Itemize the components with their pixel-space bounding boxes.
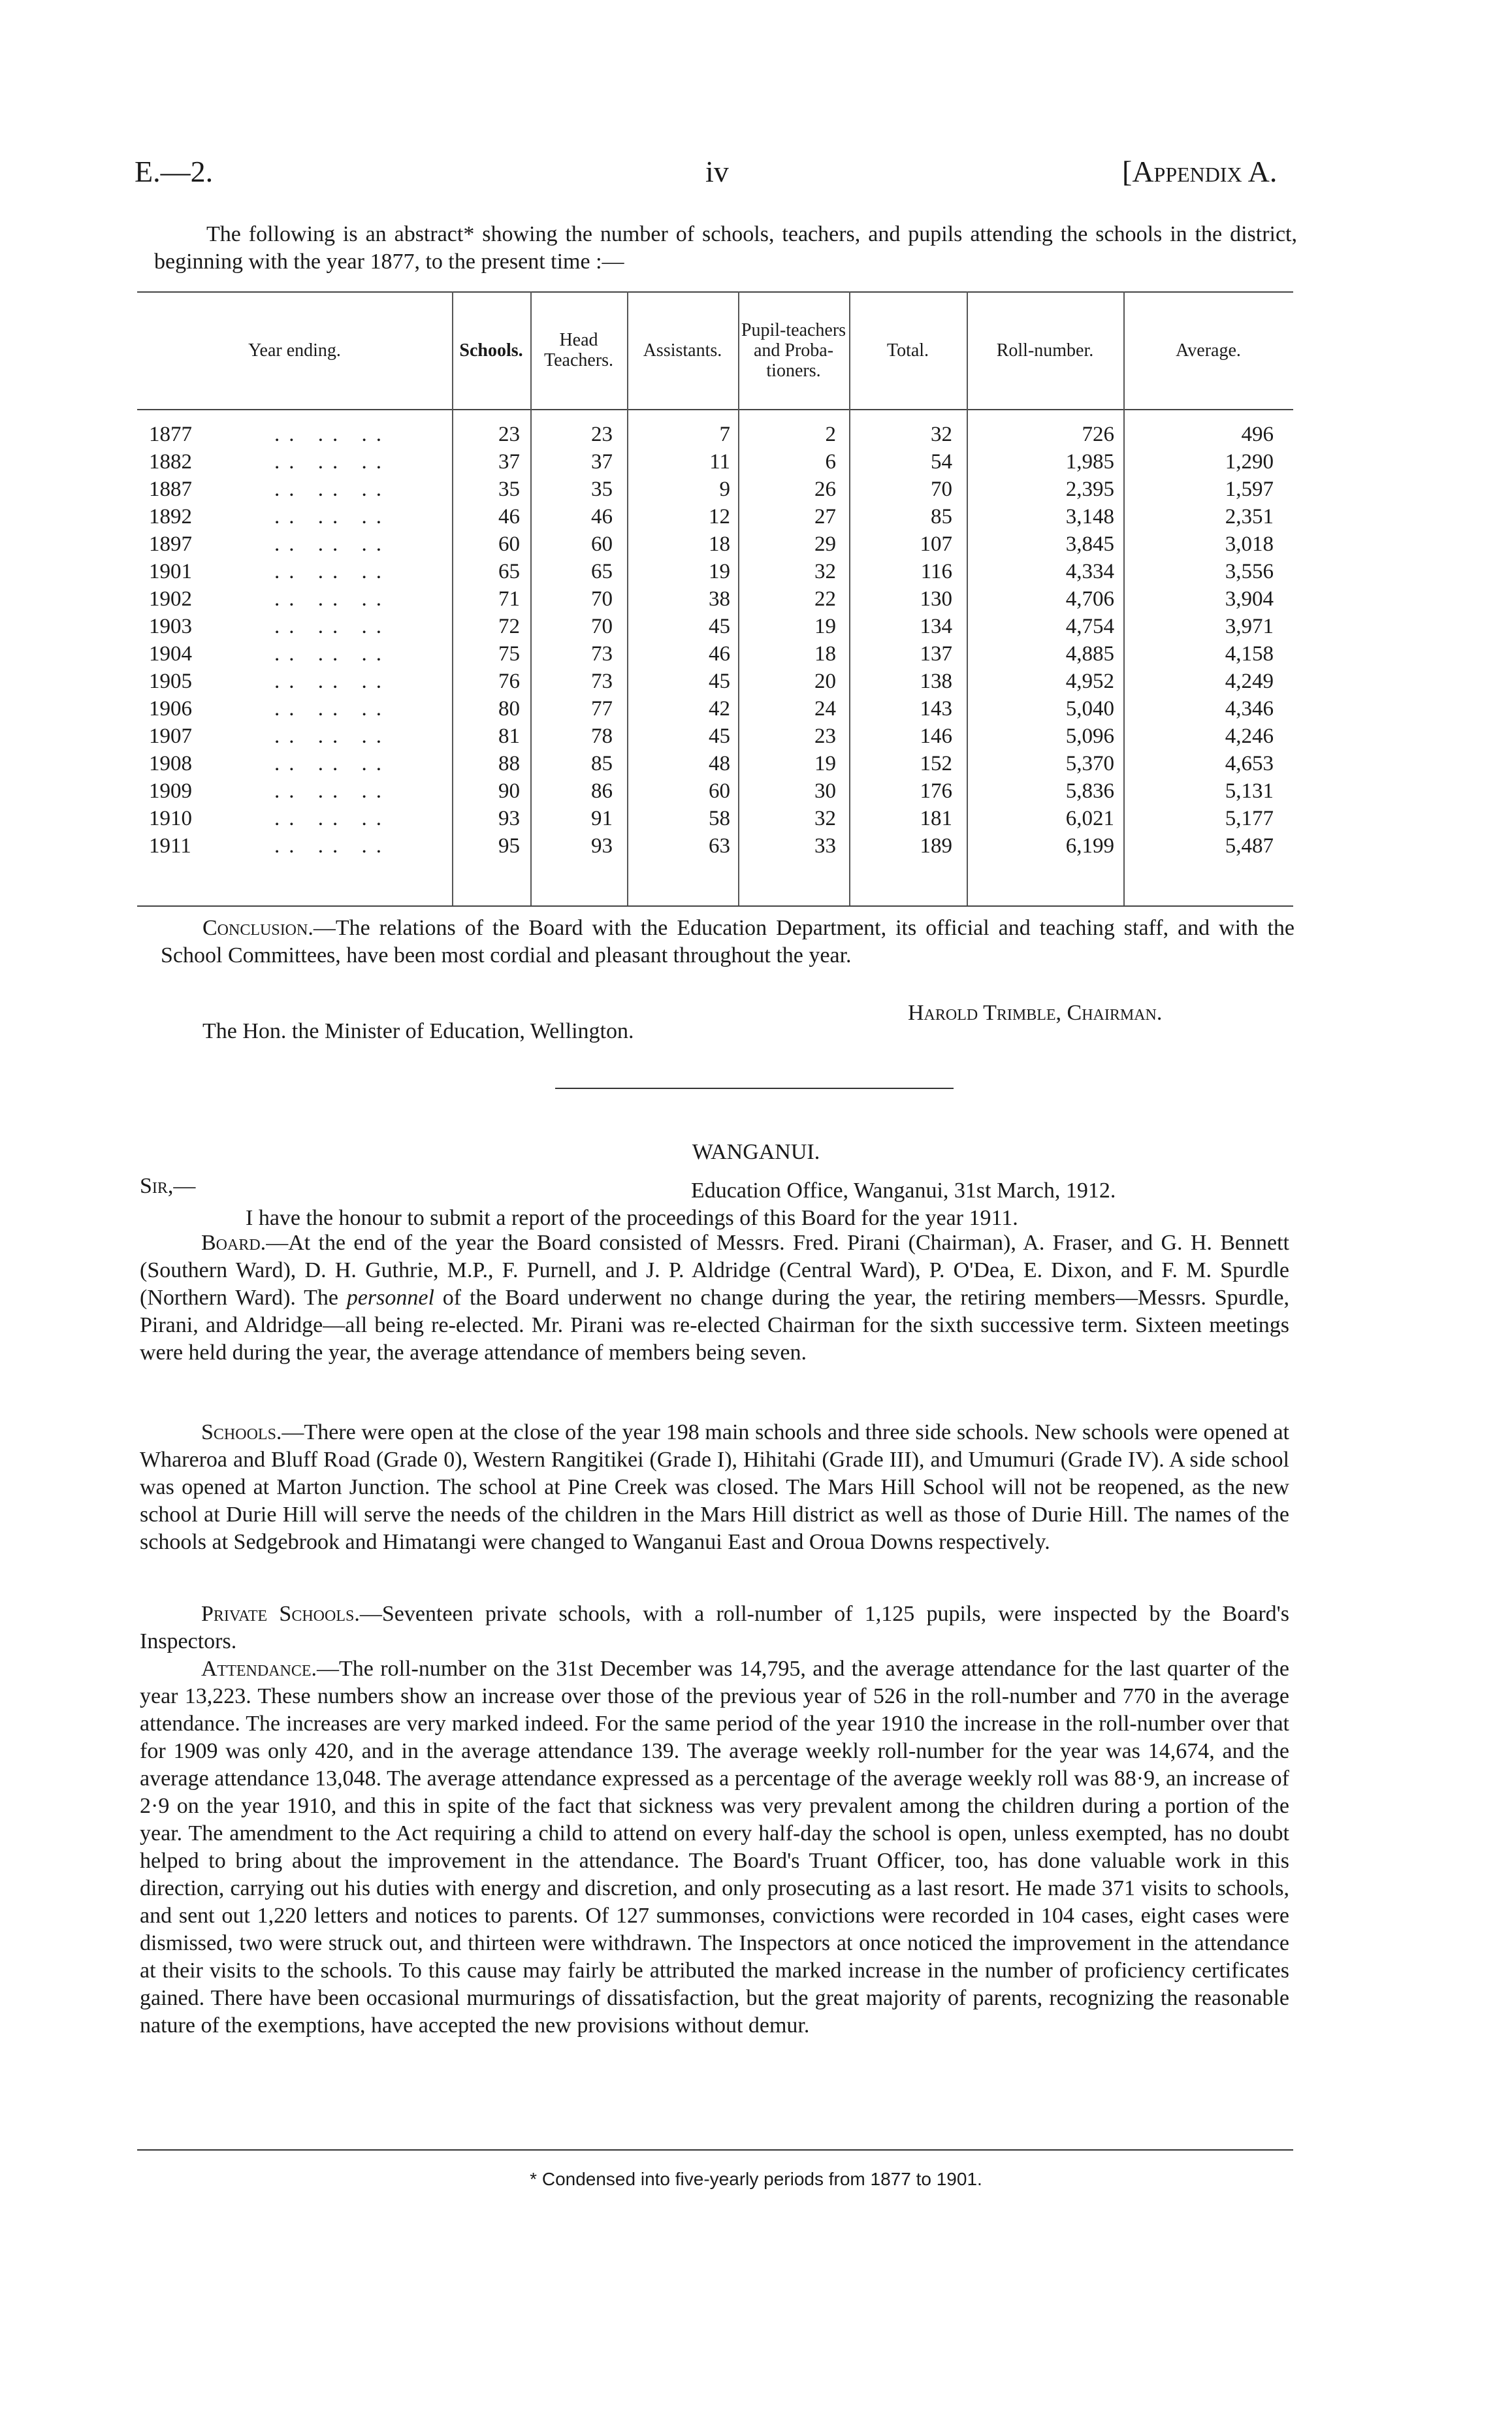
col-header-roll-number: Roll-number. <box>996 340 1094 361</box>
attendance-paragraph <box>140 1655 1289 2040</box>
schools-text: —There were open at the close of the year 198 main schools and three side schools. New schools were opened at Whareroa and Bluff Road (Grade 0), Western Rangitikei (Grade I), Hihitahi (Grade III), and Umumuri (Grade IV). A side school was opened at Marton Junction. The school at Pine Creek was closed. The Mars Hill School will not be reopened, as the new school at Durie Hill will serve the needs of the children in the Mars Hill district as well as those of Durie Hill. The names of the schools at Sedgebrook and Himatangi were changed to Wanganui East and Oroua Downs respectively. <box>140 1420 1289 1554</box>
table-cell: 130 <box>920 587 952 611</box>
table-cell: 32 <box>931 423 952 446</box>
board-personnel: personnel <box>346 1286 434 1310</box>
table-row <box>137 750 1293 777</box>
leader-dots: .. .. .. <box>274 450 391 474</box>
table-cell: 70 <box>931 478 952 501</box>
table-cell: 496 <box>1241 423 1274 446</box>
table-cell: 1,597 <box>1225 478 1274 501</box>
table-cell: 1,985 <box>1065 450 1114 474</box>
col-header-schools: Schools. <box>459 340 523 361</box>
table-row <box>137 777 1293 805</box>
col-header-head-teachers: Head Teachers. <box>543 330 614 370</box>
private-text: —Seventeen private schools, with a roll-number of 1,125 pupils, were inspected by the Board's Inspectors. <box>140 1602 1290 1653</box>
table-cell: 46 <box>498 505 520 529</box>
table-cell: 18 <box>709 532 730 556</box>
schools-lead: Schools. <box>201 1420 282 1444</box>
table-cell: 6 <box>825 450 836 474</box>
table-cell: 6,021 <box>1065 807 1114 830</box>
cell-year: 1909 <box>149 779 192 803</box>
salutation: Sir,— <box>140 1174 196 1198</box>
table-cell: 134 <box>920 615 952 638</box>
table-cell: 45 <box>709 724 730 748</box>
table-cell: 70 <box>591 587 613 611</box>
cell-year: 1911 <box>149 834 191 858</box>
table-row <box>137 476 1293 503</box>
table-cell: 3,904 <box>1225 587 1274 611</box>
table-cell: 75 <box>498 642 520 666</box>
table-row <box>137 558 1293 585</box>
table-cell: 76 <box>498 670 520 693</box>
table-cell: 71 <box>498 587 520 611</box>
leader-dots: .. .. .. <box>274 670 391 693</box>
signature: Harold Trimble, Chairman. <box>908 1001 1163 1025</box>
table-row <box>137 723 1293 750</box>
table-cell: 4,346 <box>1225 697 1274 721</box>
table-cell: 137 <box>920 642 952 666</box>
table-row <box>137 530 1293 558</box>
table-cell: 95 <box>498 834 520 858</box>
cell-year: 1877 <box>149 423 192 446</box>
table-cell: 152 <box>920 752 952 775</box>
conclusion-lead: Conclusion. <box>202 916 314 940</box>
table-row <box>137 585 1293 613</box>
leader-dots: .. .. .. <box>274 423 391 446</box>
leader-dots: .. .. .. <box>274 834 391 858</box>
table-row <box>137 613 1293 640</box>
table-cell: 2,395 <box>1065 478 1114 501</box>
conclusion-text: —The relations of the Board with the Education Department, its official and teaching staff, and with the School Committees, have been most cordial and pleasant throughout the year. <box>161 916 1295 968</box>
table-cell: 45 <box>709 670 730 693</box>
table-cell: 65 <box>591 560 613 583</box>
table-cell: 4,334 <box>1065 560 1114 583</box>
table-cell: 19 <box>709 560 730 583</box>
table-cell: 33 <box>814 834 836 858</box>
table-cell: 176 <box>920 779 952 803</box>
schools-paragraph <box>140 1419 1289 1556</box>
table-cell: 3,845 <box>1065 532 1114 556</box>
table-cell: 85 <box>931 505 952 529</box>
table-row <box>137 695 1293 723</box>
col-header-average: Average. <box>1176 340 1241 361</box>
table-cell: 2 <box>825 423 836 446</box>
table-cell: 2,351 <box>1225 505 1274 529</box>
opening-paragraph: I have the honour to submit a report of the proceedings of this Board for the year 1911. <box>246 1206 1018 1230</box>
table-row <box>137 640 1293 668</box>
table-cell: 3,148 <box>1065 505 1114 529</box>
cell-year: 1906 <box>149 697 192 721</box>
private-lead: Private Schools. <box>201 1602 360 1626</box>
table-bottom-rule <box>137 905 1293 907</box>
table-cell: 5,096 <box>1065 724 1114 748</box>
table-cell: 20 <box>814 670 836 693</box>
table-cell: 4,952 <box>1065 670 1114 693</box>
table-cell: 4,754 <box>1065 615 1114 638</box>
table-cell: 72 <box>498 615 520 638</box>
table-cell: 181 <box>920 807 952 830</box>
board-paragraph <box>140 1229 1289 1367</box>
table-cell: 93 <box>591 834 613 858</box>
table-cell: 4,249 <box>1225 670 1274 693</box>
table-cell: 5,131 <box>1225 779 1274 803</box>
report-code: E.—2. <box>135 155 214 188</box>
table-cell: 86 <box>591 779 613 803</box>
table-cell: 7 <box>719 423 730 446</box>
table-cell: 45 <box>709 615 730 638</box>
leader-dots: .. .. .. <box>274 615 391 638</box>
table-cell: 90 <box>498 779 520 803</box>
cell-year: 1905 <box>149 670 192 693</box>
leader-dots: .. .. .. <box>274 560 391 583</box>
table-cell: 35 <box>591 478 613 501</box>
table-cell: 93 <box>498 807 520 830</box>
cell-year: 1902 <box>149 587 192 611</box>
table-cell: 60 <box>709 779 730 803</box>
cell-year: 1897 <box>149 532 192 556</box>
table-cell: 23 <box>498 423 520 446</box>
table-cell: 5,836 <box>1065 779 1114 803</box>
attendance-text: —The roll-number on the 31st December was 14,795, and the average attendance for the last quarter of the year 13,223. These numbers show an increase over those of the previous year of 526 in the roll-number and 770 in the average attendance. The increases are very marked indeed. For the same period of the year 1910 the increase in the roll-number over that for 1909 was only 420, and in the average attendance 139. The average weekly roll-number for the year was 14,674, and the average attendance 13,048. The average attendance expressed as a percentage of the average weekly roll was 88·9, an increase of 2·9 on the year 1910, and this in spite of the fact that sickness was very prevalent among the children during a portion of the year. The amendment to the Act requiring a child to attend on every half-day the school is open, unless exempted, has no doubt helped to bring about the improvement in the attendance. The Board's Truant Officer, too, has done valuable work in this direction, carrying out his duties with energy and discretion, and only prosecuting as a last resort. He made 371 visits to schools, and sent out 1,220 letters and notices to parents. Of 127 summonses, convictions were recorded in 104 cases, eight cases were dismissed, two were struck out, and thirteen were withdrawn. The Inspectors at once noticed the improvement in the attendance at their visits to the schools. To this cause may fairly be attributed the marked increase in the number of proficiency certificates gained. There have been occasional murmurings of dissatisfaction, but the great majority of parents, recognizing the reasonable nature of the exemptions, have accepted the new provisions without demur. <box>140 1657 1289 2038</box>
leader-dots: .. .. .. <box>274 505 391 529</box>
table-cell: 4,885 <box>1065 642 1114 666</box>
conclusion-paragraph <box>161 915 1295 969</box>
col-header-total: Total. <box>886 340 929 361</box>
table-cell: 85 <box>591 752 613 775</box>
table-cell: 3,971 <box>1225 615 1274 638</box>
table-cell: 24 <box>814 697 836 721</box>
table-header-rule <box>137 409 1293 410</box>
table-cell: 81 <box>498 724 520 748</box>
table-cell: 37 <box>498 450 520 474</box>
cell-year: 1910 <box>149 807 192 830</box>
table-cell: 35 <box>498 478 520 501</box>
dateline: Education Office, Wanganui, 31st March, 1912. <box>691 1179 1116 1203</box>
cell-year: 1903 <box>149 615 192 638</box>
table-cell: 22 <box>814 587 836 611</box>
col-header-year: Year ending. <box>248 340 341 361</box>
table-cell: 88 <box>498 752 520 775</box>
cell-year: 1908 <box>149 752 192 775</box>
table-cell: 116 <box>920 560 952 583</box>
table-cell: 37 <box>591 450 613 474</box>
leader-dots: .. .. .. <box>274 478 391 501</box>
table-row <box>137 421 1293 448</box>
cell-year: 1887 <box>149 478 192 501</box>
col-header-pupil-teachers: Pupil-teachers and Proba-tioners. <box>741 319 846 381</box>
table-cell: 42 <box>709 697 730 721</box>
table-cell: 60 <box>498 532 520 556</box>
table-cell: 11 <box>709 450 730 474</box>
leader-dots: .. .. .. <box>274 807 391 830</box>
table-cell: 19 <box>814 615 836 638</box>
table-cell: 32 <box>814 560 836 583</box>
board-lead: Board. <box>201 1231 266 1255</box>
table-cell: 60 <box>591 532 613 556</box>
table-cell: 4,653 <box>1225 752 1274 775</box>
table-cell: 6,199 <box>1065 834 1114 858</box>
table-row <box>137 832 1293 860</box>
table-cell: 5,177 <box>1225 807 1274 830</box>
table-row <box>137 668 1293 695</box>
table-cell: 143 <box>920 697 952 721</box>
table-row <box>137 503 1293 530</box>
table-cell: 77 <box>591 697 613 721</box>
board-text-2: of the Board underwent no change during the year, the retiring members—Messrs. Spurdle, Pirani, and Aldridge—all being re-elected. Mr. Pirani was re-elected Chairman for the sixth successive term. Sixteen meetings were held during the year, the average attendance of members being seven. <box>140 1286 1289 1365</box>
addressee: The Hon. the Minister of Education, Wellington. <box>202 1019 634 1043</box>
table-cell: 3,556 <box>1225 560 1274 583</box>
table-cell: 73 <box>591 670 613 693</box>
table-intro: The following is an abstract* showing the number of schools, teachers, and pupils attending the schools in the district, beginning with the year 1877, to the present time :— <box>154 222 1297 274</box>
cell-year: 1892 <box>149 505 192 529</box>
table-cell: 4,158 <box>1225 642 1274 666</box>
table-cell: 91 <box>591 807 613 830</box>
cell-year: 1901 <box>149 560 192 583</box>
cell-year: 1904 <box>149 642 192 666</box>
col-header-assistants: Assistants. <box>643 340 722 361</box>
table-cell: 4,706 <box>1065 587 1114 611</box>
table-cell: 107 <box>920 532 952 556</box>
table-cell: 23 <box>591 423 613 446</box>
section-divider <box>555 1088 954 1089</box>
table-cell: 9 <box>719 478 730 501</box>
table-cell: 46 <box>709 642 730 666</box>
table-cell: 27 <box>814 505 836 529</box>
table-row <box>137 448 1293 476</box>
table-cell: 4,246 <box>1225 724 1274 748</box>
cell-year: 1882 <box>149 450 192 474</box>
table-cell: 58 <box>709 807 730 830</box>
table-cell: 23 <box>814 724 836 748</box>
table-cell: 48 <box>709 752 730 775</box>
table-cell: 78 <box>591 724 613 748</box>
leader-dots: .. .. .. <box>274 642 391 666</box>
private-schools-paragraph <box>140 1601 1289 1655</box>
appendix-label: [Appendix A. <box>1122 155 1278 188</box>
table-cell: 5,040 <box>1065 697 1114 721</box>
table-cell: 32 <box>814 807 836 830</box>
table-cell: 30 <box>814 779 836 803</box>
table-cell: 26 <box>814 478 836 501</box>
leader-dots: .. .. .. <box>274 752 391 775</box>
table-cell: 19 <box>814 752 836 775</box>
table-cell: 146 <box>920 724 952 748</box>
leader-dots: .. .. .. <box>274 724 391 748</box>
leader-dots: .. .. .. <box>274 697 391 721</box>
leader-dots: .. .. .. <box>274 532 391 556</box>
board-text-1: —At the end of the year the Board consisted of Messrs. Fred. Pirani (Chairman), A. Fraser, and G. H. Bennett (Southern Ward), D. H. Guthrie, M.P., F. Purnell, and J. P. Aldridge (Central Ward), P. O'Dea, E. Dixon, and F. M. Spurdle (Northern Ward). The <box>140 1231 1289 1310</box>
table-cell: 29 <box>814 532 836 556</box>
table-cell: 12 <box>709 505 730 529</box>
table-cell: 1,290 <box>1225 450 1274 474</box>
attendance-lead: Attendance. <box>201 1657 317 1681</box>
table-cell: 18 <box>814 642 836 666</box>
table-cell: 726 <box>1082 423 1114 446</box>
table-cell: 38 <box>709 587 730 611</box>
cell-year: 1907 <box>149 724 192 748</box>
footnote-rule <box>137 2149 1293 2151</box>
leader-dots: .. .. .. <box>274 779 391 803</box>
footnote: * Condensed into five-yearly periods from 1877 to 1901. <box>530 2169 982 2189</box>
table-cell: 80 <box>498 697 520 721</box>
table-row <box>137 805 1293 832</box>
leader-dots: .. .. .. <box>274 587 391 611</box>
page-number: iv <box>705 155 729 188</box>
wanganui-title: WANGANUI. <box>692 1140 820 1164</box>
table-cell: 73 <box>591 642 613 666</box>
table-cell: 189 <box>920 834 952 858</box>
table-cell: 70 <box>591 615 613 638</box>
table-cell: 3,018 <box>1225 532 1274 556</box>
table-cell: 5,370 <box>1065 752 1114 775</box>
table-cell: 138 <box>920 670 952 693</box>
table-cell: 54 <box>931 450 952 474</box>
table-cell: 5,487 <box>1225 834 1274 858</box>
table-cell: 46 <box>591 505 613 529</box>
table-cell: 63 <box>709 834 730 858</box>
table-cell: 65 <box>498 560 520 583</box>
